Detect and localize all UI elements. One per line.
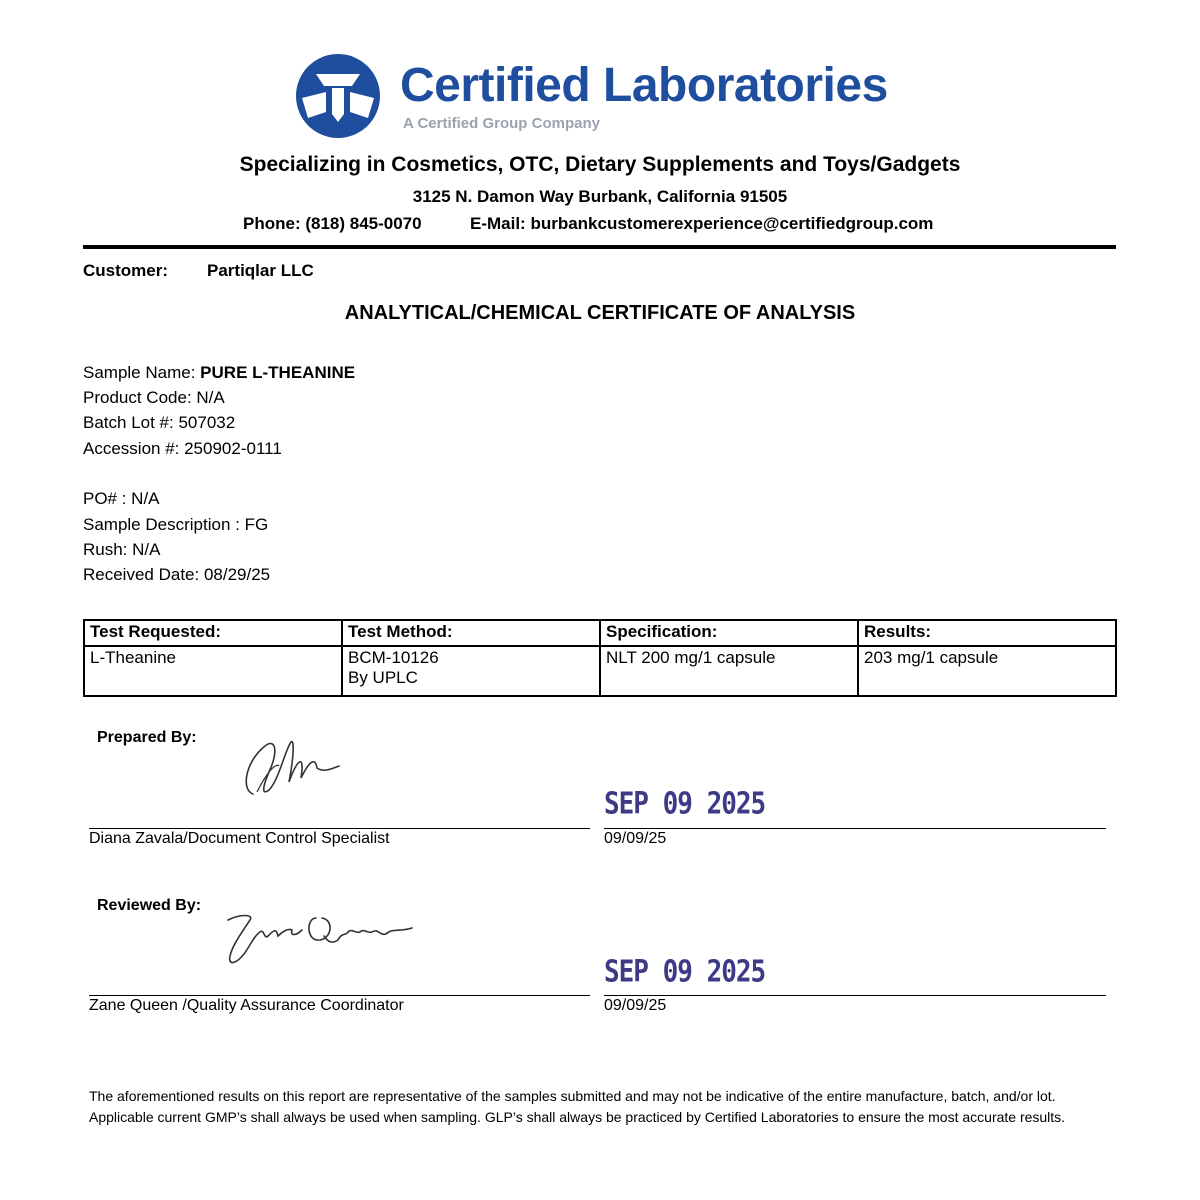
sample-name-line: [83, 363, 355, 383]
prepared-by-label: Prepared By:: [97, 729, 197, 746]
prepared-date-line: [604, 828, 1106, 829]
product-code: Product Code: N/A: [83, 388, 225, 407]
cell-method: [342, 646, 600, 696]
header-divider: [83, 245, 1116, 249]
reviewed-signature-icon: [220, 906, 420, 970]
cell-specification: NLT 200 mg/1 capsule: [600, 646, 858, 696]
cell-result: 203 mg/1 capsule: [858, 646, 1116, 696]
received-date: Received Date: 08/29/25: [83, 565, 271, 584]
sample-description: Sample Description : FG: [83, 515, 269, 534]
certified-laboratories-logo-icon: [292, 52, 384, 140]
reviewed-by-label: Reviewed By:: [97, 897, 202, 914]
document-title: ANALYTICAL/CHEMICAL CERTIFICATE OF ANALYSIS: [344, 302, 856, 324]
reviewed-date-stamp: SEP 09 2025: [604, 955, 766, 990]
prepared-date-stamp: SEP 09 2025: [604, 787, 766, 822]
prepared-signature-line: [89, 828, 590, 829]
accession-number: Accession #: 250902-0111: [83, 439, 282, 458]
customer-name: Partiqlar LLC: [207, 261, 314, 280]
table-row: [84, 646, 1116, 696]
specialization-line: Specializing in Cosmetics, OTC, Dietary Supplements and Toys/Gadgets: [239, 153, 961, 176]
reviewed-signature-line: [89, 995, 590, 996]
disclaimer-text: The aforementioned results on this report are representative of the samples submitted and may not be indicative of the entire manufacture, batch, and/or lot. Applicable current GMP’s shall always be used when sampling. GLP’s shall always be practiced by Certified Laboratories to ensure the most accurate results.: [89, 1088, 1066, 1125]
batch-lot: Batch Lot #: 507032: [83, 413, 236, 432]
table-header-row: [84, 620, 1116, 646]
rush: Rush: N/A: [83, 540, 161, 559]
brand-name: Certified Laboratories: [400, 59, 888, 112]
sample-name-label: Sample Name:: [83, 363, 201, 382]
header-specification: Specification:: [600, 620, 858, 646]
header-test-requested: Test Requested:: [84, 620, 342, 646]
reviewed-date: 09/09/25: [604, 997, 667, 1014]
method-code: BCM-10126: [348, 648, 439, 667]
results-table: [83, 619, 1117, 697]
sample-name-value: PURE L-THEANINE: [200, 363, 356, 382]
reviewed-name-title: Zane Queen /Quality Assurance Coordinator: [89, 997, 404, 1014]
header-test-method: Test Method:: [342, 620, 600, 646]
reviewed-date-line: [604, 995, 1106, 996]
po-number: PO# : N/A: [83, 489, 160, 508]
customer-label: Customer:: [83, 261, 169, 280]
lab-phone: Phone: (818) 845-0070: [243, 214, 422, 233]
cell-test: L-Theanine: [84, 646, 342, 696]
header-results: Results:: [858, 620, 1116, 646]
lab-email: E-Mail: burbankcustomerexperience@certifiedgroup.com: [470, 214, 934, 233]
method-technique: By UPLC: [348, 668, 418, 687]
brand-tagline: A Certified Group Company: [403, 115, 600, 132]
prepared-name-title: Diana Zavala/Document Control Specialist: [89, 830, 390, 847]
lab-address: 3125 N. Damon Way Burbank, California 91505: [412, 187, 788, 206]
prepared-signature-icon: [235, 732, 345, 804]
prepared-date: 09/09/25: [604, 830, 667, 847]
